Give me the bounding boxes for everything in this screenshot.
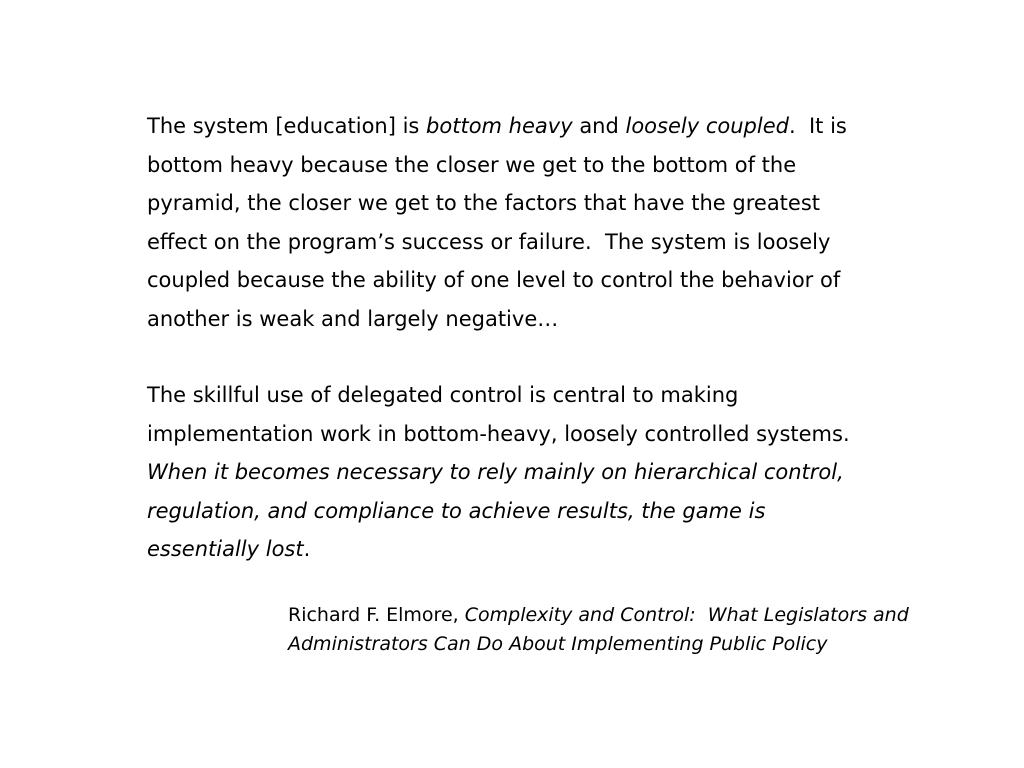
quote-period: . <box>303 537 311 561</box>
quote-line: bottom heavy because the closer we get to the bottom of the <box>147 152 797 177</box>
quote-line: implementation work in bottom-heavy, loosely controlled systems. <box>147 421 850 446</box>
quote-block <box>147 107 937 569</box>
quote-line: coupled because the ability of one level to control the behavior of <box>147 268 841 292</box>
quote-line-italic: When it becomes necessary to rely mainly on hierarchical control, <box>147 460 844 484</box>
quote-line-italic: regulation, and compliance to achieve results, the game is <box>147 498 766 523</box>
citation-line <box>288 601 1008 630</box>
quote-text-italic: essentially lost <box>147 537 304 561</box>
quote-line <box>147 530 937 569</box>
citation-title-continued: Administrators Can Do About Implementing Public Policy <box>288 632 828 655</box>
quote-line <box>147 107 937 146</box>
citation <box>288 601 1008 658</box>
quote-line: another is weak and largely negative… <box>147 306 559 331</box>
quote-text: . It is <box>788 114 847 138</box>
quote-text: The system [education] is <box>147 114 427 138</box>
citation-title: Complexity and Control: What Legislators and <box>464 604 909 626</box>
citation-author: Richard F. Elmore, <box>288 604 465 626</box>
quote-line: effect on the program’s success or failure. The system is loosely <box>147 229 831 254</box>
quote-text: and <box>572 114 626 138</box>
quote-paragraph-1 <box>147 107 937 338</box>
emphasis-loosely-coupled: loosely coupled <box>625 114 789 138</box>
quote-line: pyramid, the closer we get to the factors that have the greatest <box>147 191 821 215</box>
quote-paragraph-2 <box>147 376 937 569</box>
quote-line: The skillful use of delegated control is central to making <box>147 383 739 407</box>
emphasis-bottom-heavy: bottom heavy <box>426 114 573 138</box>
